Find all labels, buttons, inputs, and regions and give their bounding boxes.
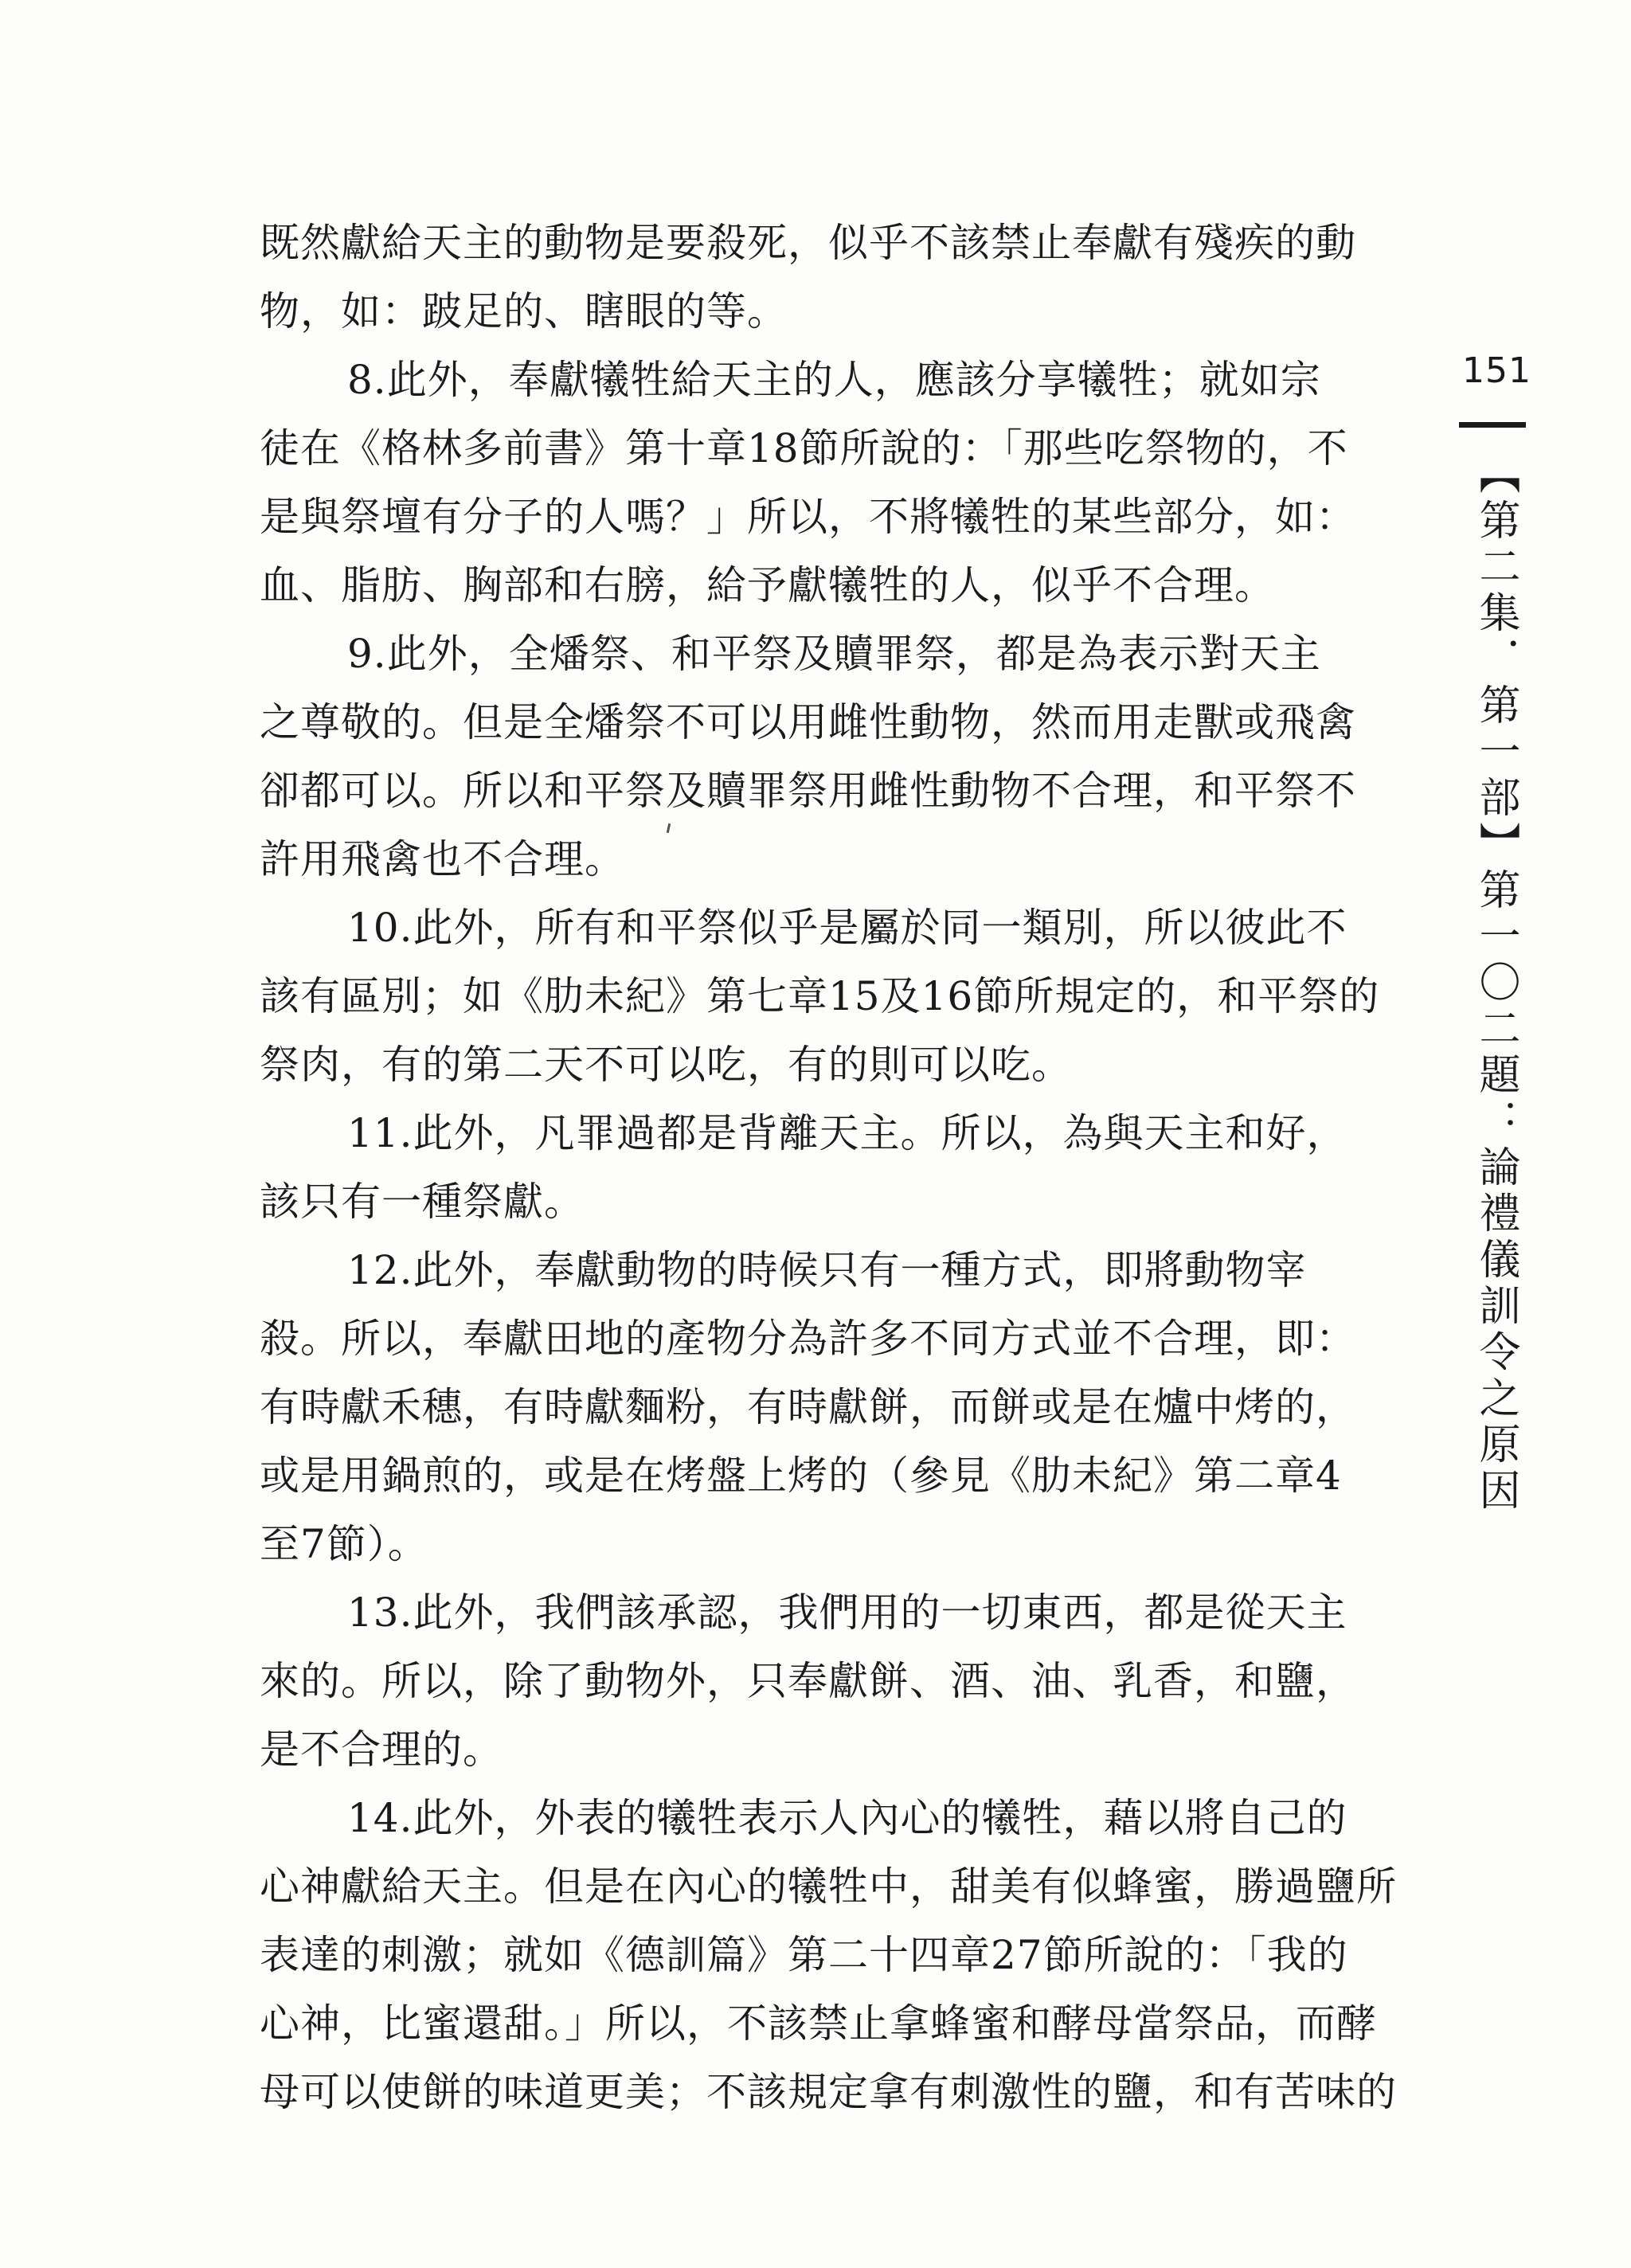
text-line: 至7節）。 [260, 1521, 428, 1567]
text-line: 有時獻禾穗，有時獻麵粉，有時獻餅，而餅或是在爐中烤的， [260, 1384, 1356, 1430]
running-head: 【第二集．第一部】第一〇二題：論禮儀訓令之原因 [1472, 452, 1520, 1515]
paragraph-start-line: 14.此外，外表的犧牲表示人內心的犧牲，藉以將自己的 [347, 1795, 1347, 1841]
text-line: 既然獻給天主的動物是要殺死，似乎不該禁止奉獻有殘疾的動 [260, 220, 1356, 266]
paragraph-start-line: 9.此外，全燔祭、和平祭及贖罪祭，都是為表示對天主 [347, 631, 1321, 677]
header-rule [1459, 422, 1526, 428]
text-line: 來的。所以，除了動物外，只奉獻餅、酒、油、乳香，和鹽， [260, 1658, 1356, 1704]
text-line: 徒在《格林多前書》第十章18節所說的：「那些吃祭物的，不 [260, 425, 1348, 471]
text-line: 該有區別；如《肋未紀》第七章15及16節所規定的，和平祭的 [260, 973, 1380, 1019]
text-line: 是與祭壇有分子的人嗎？」所以，不將犧牲的某些部分，如： [260, 494, 1356, 540]
paragraph-start-line: 11.此外，凡罪過都是背離天主。所以，為與天主和好， [347, 1110, 1347, 1156]
text-line: 許用飛禽也不合理。 [260, 836, 625, 882]
paragraph-start-line: 10.此外，所有和平祭似乎是屬於同一類別，所以彼此不 [347, 905, 1347, 951]
text-line: 是不合理的。 [260, 1726, 503, 1773]
page-number: 151 [1462, 350, 1531, 391]
text-line: 殺。所以，奉獻田地的產物分為許多不同方式並不合理，即： [260, 1316, 1356, 1362]
paragraph-start-line: 12.此外，奉獻動物的時候只有一種方式，即將動物宰 [347, 1247, 1307, 1293]
body-text [260, 209, 1406, 2126]
text-line: 表達的刺激；就如《德訓篇》第二十四章27節所說的：「我的 [260, 1932, 1348, 1978]
paragraph-start-line: 13.此外，我們該承認，我們用的一切東西，都是從天主 [347, 1590, 1347, 1636]
text-line: 或是用鍋煎的，或是在烤盤上烤的（參見《肋未紀》第二章4 [260, 1453, 1342, 1499]
text-line: 血、脂肪、胸部和右膀，給予獻犧牲的人，似乎不合理。 [260, 562, 1275, 608]
text-line: 之尊敬的。但是全燔祭不可以用雌性動物，然而用走獸或飛禽 [260, 699, 1356, 745]
text-line: 物，如：跛足的、瞎眼的等。 [260, 288, 788, 334]
text-line: 該只有一種祭獻。 [260, 1179, 585, 1225]
text-line: 祭肉，有的第二天不可以吃，有的則可以吃。 [260, 1042, 1072, 1088]
text-line: 心神獻給天主。但是在內心的犧牲中，甜美有似蜂蜜，勝過鹽所 [260, 1863, 1397, 1910]
text-line: 心神，比蜜還甜。」所以，不該禁止拿蜂蜜和酵母當祭品，而酵 [260, 2000, 1377, 2047]
text-line: 卻都可以。所以和平祭及贖罪祭用雌性動物不合理，和平祭不 [260, 768, 1356, 814]
paragraph-start-line: 8.此外，奉獻犧牲給天主的人，應該分享犧牲；就如宗 [347, 357, 1321, 403]
text-line: 母可以使餅的味道更美；不該規定拿有刺激性的鹽，和有苦味的 [260, 2069, 1397, 2115]
